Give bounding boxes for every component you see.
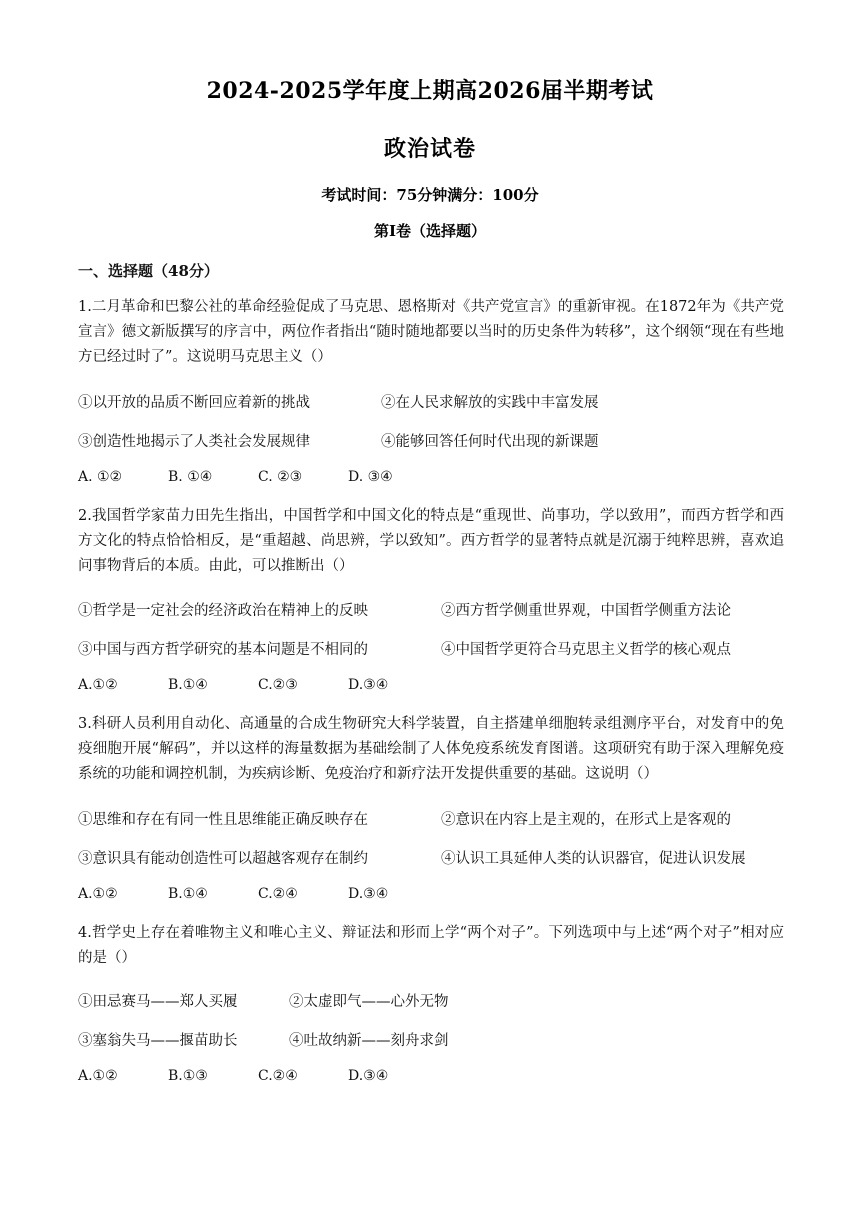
question-4-option-4: ④吐故纳新——刻舟求剑 bbox=[289, 1033, 449, 1049]
question-4-option-2: ②太虚即气——心外无物 bbox=[289, 994, 449, 1010]
question-3-stem: 3.科研人员利用自动化、高通量的合成生物研究大科学装置，自主搭建单细胞转录组测序平台，对发育中的免疫细胞开展“解码”，并以这样的海量数据为基础绘制了人体免疫系统发育图谱。这项研究有助于深入理解免疫系统的功能和调控机制，为疾病诊断、免疫治疗和新疗法开发提供重要的基础。这说明（） bbox=[78, 716, 784, 782]
question-4-answer-a: A.①② bbox=[78, 1068, 118, 1084]
volume-heading: 第Ⅰ卷（选择题） bbox=[373, 222, 487, 240]
question-1-option-2: ②在人民求解放的实践中丰富发展 bbox=[381, 395, 599, 411]
question-2-stem: 2.我国哲学家苗力田先生指出，中国哲学和中国文化的特点是“重现世、尚事功，学以致用”，而西方哲学和西方文化的特点恰恰相反，是“重超越、尚思辨，学以致知”。西方哲学的显著特点就是沉溺于纯粹思辨，喜欢追问事物背后的本质。由此，可以推断出（） bbox=[78, 508, 784, 574]
question-1-stem: 1.二月革命和巴黎公社的革命经验促成了马克思、恩格斯对《共产党宣言》的重新审视。在1872年为《共产党宣言》德文新版撰写的序言中，两位作者指出“随时随地都要以当时的历史条件为转移”，这个纲领“现在有些地方已经过时了”。这说明马克思主义（） bbox=[78, 299, 784, 365]
exam-subject: 政治试卷 bbox=[383, 136, 476, 162]
question-4-answer-b: B.①③ bbox=[168, 1068, 208, 1084]
question-2-option-3: ③中国与西方哲学研究的基本问题是不相同的 bbox=[78, 642, 368, 658]
question-4-option-1: ①田忌赛马——郑人买履 bbox=[78, 994, 238, 1010]
question-2-option-1: ①哲学是一定社会的经济政治在精神上的反映 bbox=[78, 603, 368, 619]
question-3-answer-a: A.①② bbox=[78, 886, 118, 902]
question-1-answer-a: A. ①② bbox=[78, 469, 123, 485]
question-3-option-3: ③意识具有能动创造性可以超越客观存在制约 bbox=[78, 851, 368, 867]
question-3-option-2: ②意识在内容上是主观的，在形式上是客观的 bbox=[441, 812, 731, 828]
question-1-option-3: ③创造性地揭示了人类社会发展规律 bbox=[78, 434, 310, 450]
question-2-answer-a: A.①② bbox=[78, 677, 118, 693]
question-1-option-1: ①以开放的品质不断回应着新的挑战 bbox=[78, 395, 310, 411]
question-2-option-4: ④中国哲学更符合马克思主义哲学的核心观点 bbox=[441, 642, 731, 658]
question-4-stem: 4.哲学史上存在着唯物主义和唯心主义、辩证法和形而上学“两个对子”。下列选项中与上述“两个对子”相对应的是（） bbox=[78, 925, 784, 966]
question-3-option-1: ①思维和存在有同一性且思维能正确反映存在 bbox=[78, 812, 368, 828]
question-1-answer-b: B. ①④ bbox=[168, 469, 213, 485]
question-3-answer-b: B.①④ bbox=[168, 886, 208, 902]
question-2-answer-b: B.①④ bbox=[168, 677, 208, 693]
question-3-answer-c: C.②④ bbox=[258, 886, 298, 902]
section-heading: 一、选择题（48分） bbox=[78, 262, 219, 280]
question-4-answer-c: C.②④ bbox=[258, 1068, 298, 1084]
question-4-answer-d: D.③④ bbox=[348, 1068, 389, 1084]
question-1-answer-c: C. ②③ bbox=[258, 469, 303, 485]
question-2-answer-d: D.③④ bbox=[348, 677, 389, 693]
question-2-answer-c: C.②③ bbox=[258, 677, 298, 693]
question-1-answer-d: D. ③④ bbox=[348, 469, 393, 485]
question-3-option-4: ④认识工具延伸人类的认识器官，促进认识发展 bbox=[441, 851, 746, 867]
exam-title: 2024-2025学年度上期高2026届半期考试 bbox=[206, 78, 654, 104]
exam-info: 考试时间：75分钟满分：100分 bbox=[321, 186, 539, 204]
question-3-answer-d: D.③④ bbox=[348, 886, 389, 902]
question-4-option-3: ③塞翁失马——揠苗助长 bbox=[78, 1033, 238, 1049]
question-1-option-4: ④能够回答任何时代出现的新课题 bbox=[381, 434, 599, 450]
question-2-option-2: ②西方哲学侧重世界观，中国哲学侧重方法论 bbox=[441, 603, 731, 619]
